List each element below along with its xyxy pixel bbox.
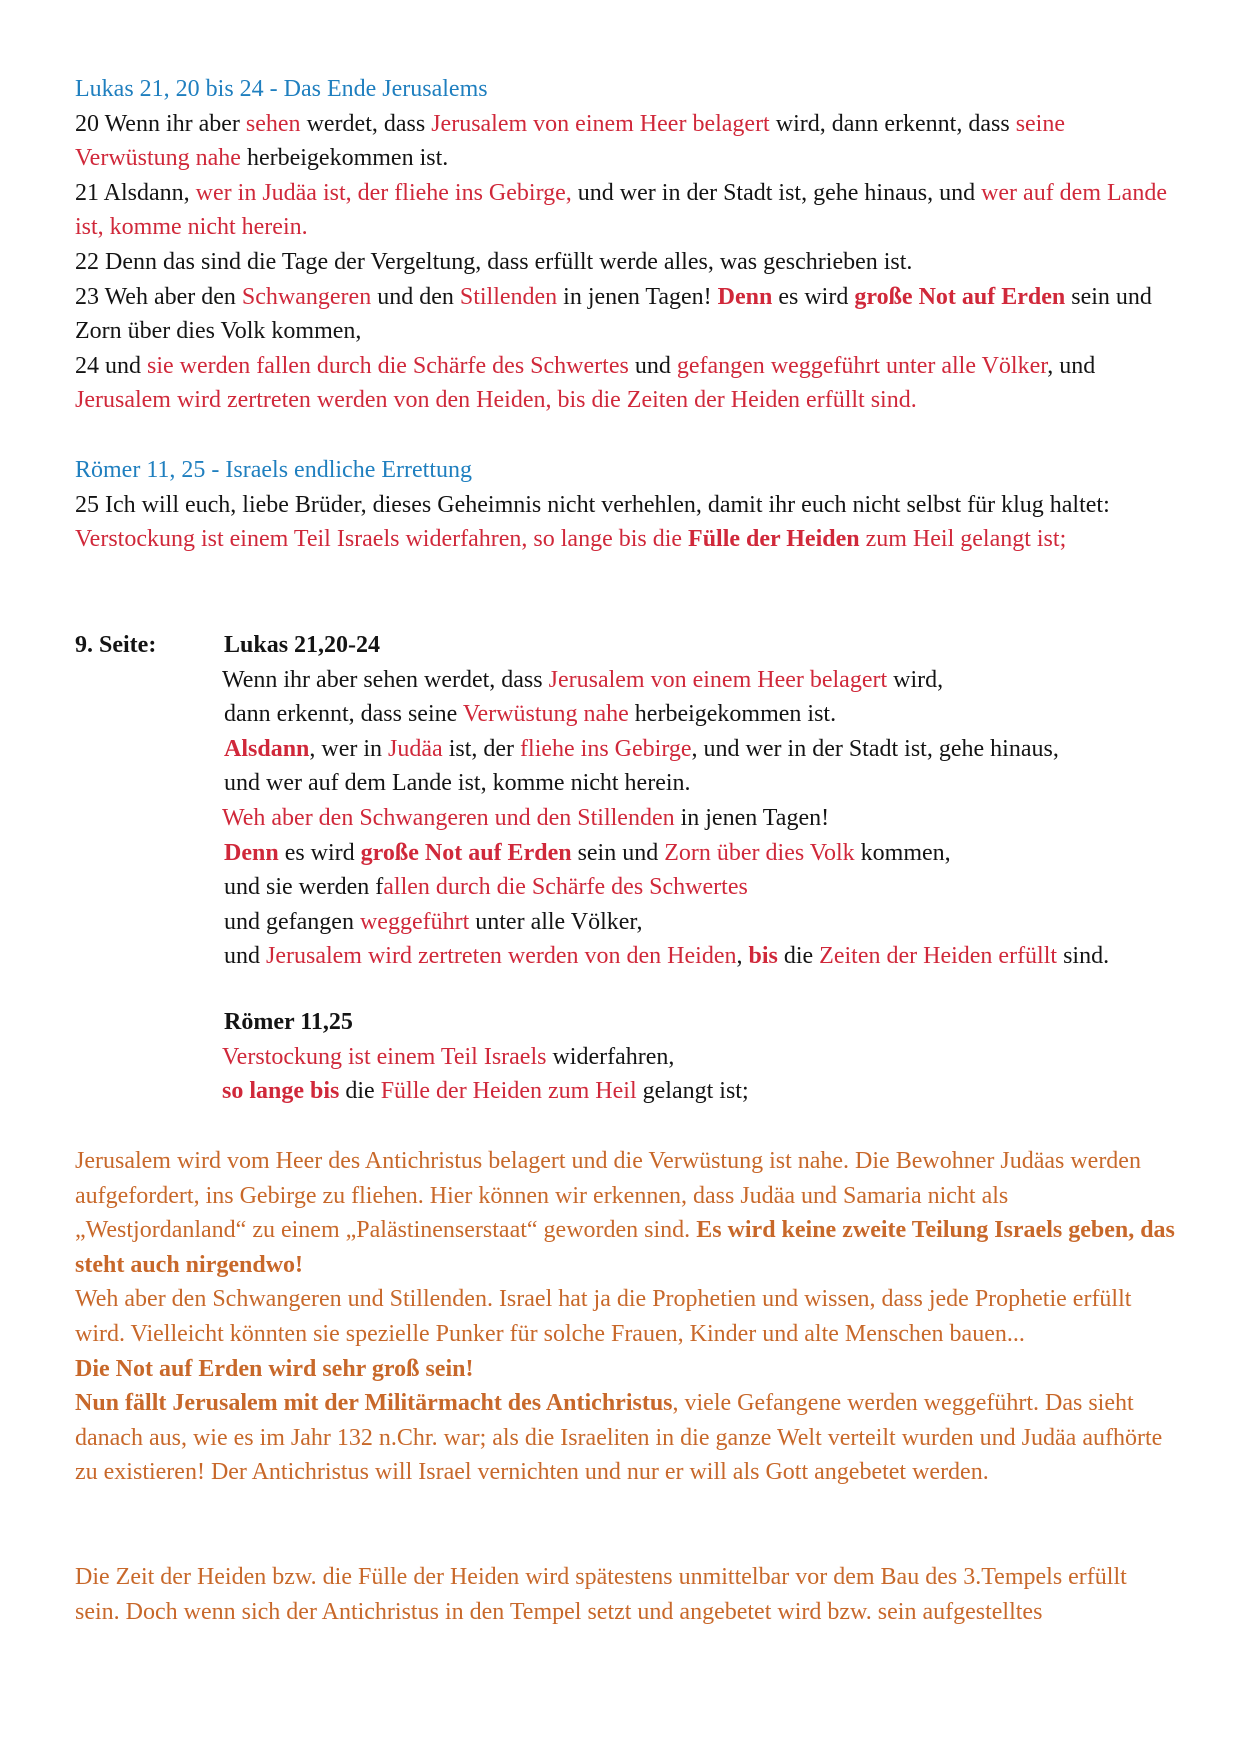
- commentary-p5: Die Zeit der Heiden bzw. die Fülle der Heiden wird spätestens unmittelbar vor dem Bau des 3.Tempels erfüllt sein. Doch wenn sich der Antichristus in den Tempel setzt und angebetet wird bzw. sein aufgestelltes: [75, 1564, 1127, 1625]
- seite-roemer-title: Römer 11,25: [224, 1009, 353, 1035]
- seite-line: so lange bis die Fülle der Heiden zum Heil gelangt ist;: [222, 1078, 749, 1105]
- seite-label: 9. Seite:: [75, 632, 157, 658]
- verse-25a: 25 Ich will euch, liebe Brüder, dieses Geheimnis nicht verhehlen, damit ihr euch nicht selbst für klug haltet:: [75, 491, 1110, 518]
- verse-22: 22 Denn das sind die Tage der Vergeltung, dass erfüllt werde alles, was geschrieben ist.: [75, 248, 913, 275]
- seite-line: Wenn ihr aber sehen werdet, dass Jerusalem von einem Heer belagert wird,: [222, 666, 944, 693]
- seite-line: Denn es wird große Not auf Erden sein und Zorn über dies Volk kommen,: [224, 839, 951, 866]
- commentary-p4: Nun fällt Jerusalem mit der Militärmacht des Antichristus, viele Gefangene werden weggeführt. Das sieht danach aus, wie es im Jahr 132 n.Chr. war; als die Israeliten in die ganze Welt verteilt wurden und Judäa aufhörte zu existieren! Der Antichristus will Israel vernichten und nur er will als Gott angebetet werden.: [75, 1390, 1163, 1486]
- seite-line: Weh aber den Schwangeren und den Stillenden in jenen Tagen!: [222, 804, 830, 831]
- seite-roemer: [222, 1005, 1182, 1109]
- seite-line: Alsdann, wer in Judäa ist, der fliehe ins Gebirge, und wer in der Stadt ist, gehe hinaus,: [224, 735, 1059, 762]
- roemer-heading: Römer 11, 25 - Israels endliche Errettung: [75, 457, 472, 483]
- seite-line: dann erkennt, dass seine Verwüstung nahe herbeigekommen ist.: [224, 701, 837, 728]
- seite-line: und sie werden fallen durch die Schärfe des Schwertes: [224, 874, 748, 901]
- seite-lukas-title: Lukas 21,20-24: [224, 632, 381, 658]
- verse-25b: Verstockung ist einem Teil Israels widerfahren, so lange bis die Fülle der Heiden zum Heil gelangt ist;: [75, 526, 1067, 553]
- verse-21: 21 Alsdann, wer in Judäa ist, der fliehe ins Gebirge, und wer in der Stadt ist, gehe hinaus, und wer auf dem Lande ist, komme nicht herein.: [75, 179, 1167, 241]
- seite-line: und gefangen weggeführt unter alle Völker,: [224, 908, 643, 935]
- seite-line: und wer auf dem Lande ist, komme nicht herein.: [224, 770, 691, 797]
- lukas-heading: Lukas 21, 20 bis 24 - Das Ende Jerusalems: [75, 76, 488, 102]
- verse-20: 20 Wenn ihr aber sehen werdet, dass Jerusalem von einem Heer belagert wird, dann erkennt, dass seine Verwüstung nahe herbeigekommen ist.: [75, 110, 1065, 172]
- commentary-final: [75, 1560, 1175, 1629]
- seite-lukas: [222, 628, 1182, 974]
- commentary-p3: Die Not auf Erden wird sehr groß sein!: [75, 1355, 474, 1382]
- verse-24: 24 und sie werden fallen durch die Schärfe des Schwertes und gefangen weggeführt unter alle Völker, und Jerusalem wird zertreten werden von den Heiden, bis die Zeiten der Heiden erfüllt sind.: [75, 352, 1096, 414]
- seite-line: Verstockung ist einem Teil Israels widerfahren,: [222, 1043, 675, 1070]
- roemer-section: [75, 453, 1175, 557]
- commentary-p1: Jerusalem wird vom Heer des Antichristus belagert und die Verwüstung ist nahe. Die Bewohner Judäas werden aufgefordert, ins Gebirge zu fliehen. Hier können wir erkennen, dass Judäa und Samaria nicht als „Westjordanland“ zu einem „Palästinenserstaat“ geworden sind. Es wird keine zweite Teilung Israels geben, das steht auch nirgendwo!: [75, 1148, 1175, 1278]
- lukas-section: [75, 72, 1175, 418]
- verse-23: 23 Weh aber den Schwangeren und den Stillenden in jenen Tagen! Denn es wird große Not auf Erden sein und Zorn über dies Volk kommen,: [75, 283, 1152, 345]
- commentary-section: [75, 1144, 1175, 1490]
- seite-line: und Jerusalem wird zertreten werden von den Heiden, bis die Zeiten der Heiden erfüllt sind.: [224, 943, 1110, 970]
- commentary-p2: Weh aber den Schwangeren und Stillenden. Israel hat ja die Prophetien und wissen, dass jede Prophetie erfüllt wird. Vielleicht könnten sie spezielle Punker für solche Frauen, Kinder und alte Menschen bauen...: [75, 1286, 1132, 1347]
